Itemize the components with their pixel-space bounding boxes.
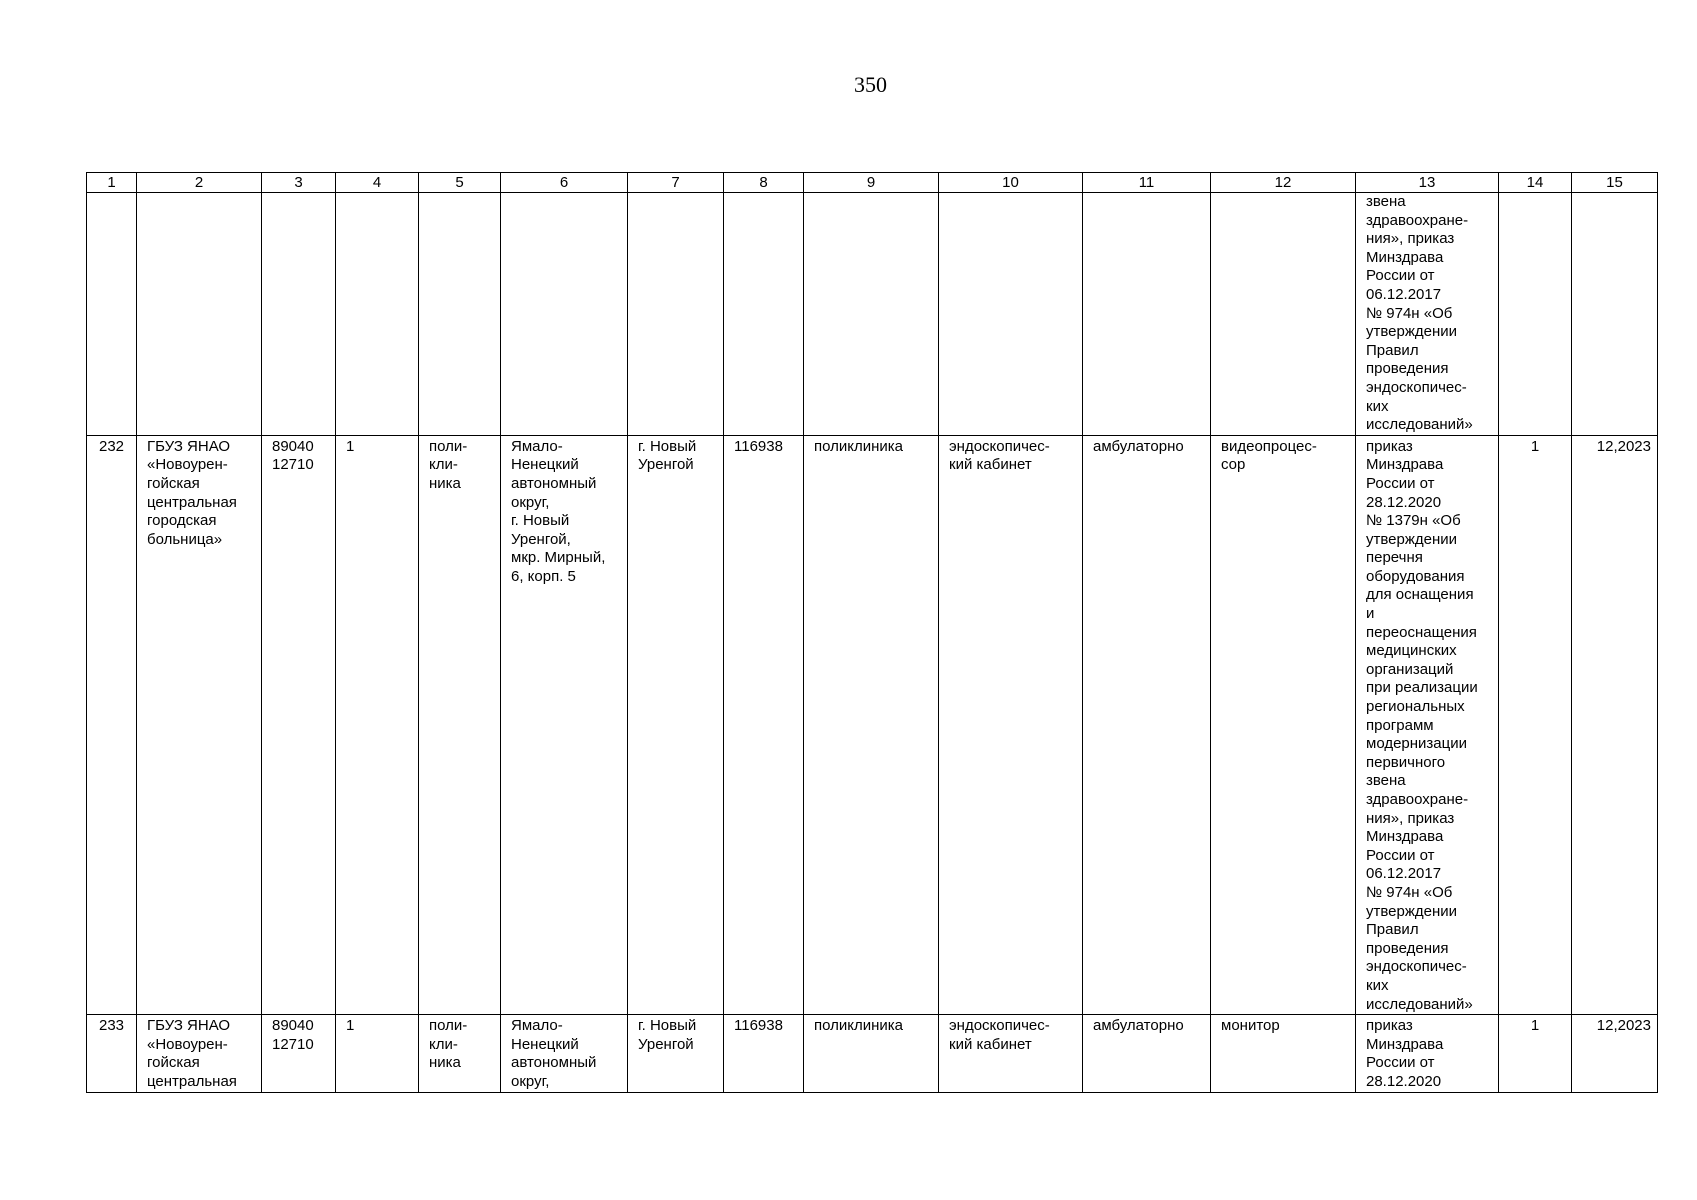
column-header: 1 (87, 173, 137, 193)
cell-line: России от (1366, 846, 1435, 864)
column-header: 11 (1083, 173, 1211, 193)
cell-line: 89040 (272, 437, 314, 455)
cell-city (628, 1015, 724, 1092)
cell-line: ГБУЗ ЯНАО (147, 437, 231, 455)
cell-line: эндоскопичес- (1366, 378, 1467, 396)
cell-line: первичного (1366, 753, 1446, 771)
cell-line: гойская (147, 474, 200, 492)
cell-line: Ямало- (511, 1017, 563, 1035)
cell-equipment (1211, 435, 1356, 1014)
cell-line: 12710 (272, 456, 314, 474)
cell-line: ния», приказ (1366, 809, 1455, 827)
cell-line: приказ (1366, 1017, 1413, 1035)
cell-line: г. Новый (638, 1017, 697, 1035)
cell-line: ких (1366, 976, 1389, 994)
cell-line: 06.12.2017 (1366, 285, 1442, 303)
cell-line: кий кабинет (949, 1035, 1032, 1053)
cell-line: Ямало- (511, 437, 563, 455)
cell-line: 6, корп. 5 (511, 567, 576, 585)
cell-line: звена (1366, 772, 1406, 790)
cell-col9: поликлиника (804, 1015, 939, 1092)
cell-line: при реализации (1366, 679, 1478, 697)
cell-line: эндоскопичес- (1366, 958, 1467, 976)
cell-basis (1356, 1015, 1499, 1092)
cell-line: перечня (1366, 549, 1423, 567)
cell-line: автономный (511, 1054, 597, 1072)
cell-line: монитор (1221, 1017, 1280, 1035)
cell-line: видеопроцес- (1221, 437, 1317, 455)
cell-line: автономный (511, 474, 597, 492)
cell-period: 12,2023 (1572, 435, 1658, 1014)
cell-line: утверждении (1366, 902, 1458, 920)
cell-col8: 116938 (724, 435, 804, 1014)
column-header: 12 (1211, 173, 1356, 193)
cell-line: России от (1366, 1054, 1435, 1072)
column-header: 9 (804, 173, 939, 193)
cell-line: ния», приказ (1366, 230, 1455, 248)
cell-basis (1356, 435, 1499, 1014)
cell-city (628, 435, 724, 1014)
cell-line: 89040 (272, 1017, 314, 1035)
cell-line: 28.12.2020 (1366, 1072, 1442, 1090)
cell-col8: 116938 (724, 1015, 804, 1092)
cell-line: Уренгой (638, 1035, 694, 1053)
cell-line: поли- (429, 1017, 468, 1035)
cell-line: Минздрава (1366, 456, 1444, 474)
cell-line: и (1366, 605, 1375, 623)
table-row (87, 435, 1658, 1014)
cell-unit (939, 435, 1083, 1014)
cell-line: оборудования (1366, 567, 1465, 585)
cell-line: «Новоурен- (147, 1035, 228, 1053)
data-table (86, 172, 1658, 1093)
cell-line: Правил (1366, 341, 1419, 359)
cell-line: утверждении (1366, 323, 1458, 341)
table-row-continuation (87, 193, 1658, 436)
cell-line: гойская (147, 1054, 200, 1072)
cell-period: 12,2023 (1572, 1015, 1658, 1092)
column-header: 14 (1499, 173, 1572, 193)
column-header: 2 (137, 173, 262, 193)
column-header: 8 (724, 173, 804, 193)
cell-number: 233 (87, 1015, 137, 1092)
column-header: 10 (939, 173, 1083, 193)
cell-line: исследований» (1366, 995, 1473, 1013)
cell-quantity: 1 (1499, 435, 1572, 1014)
cell-line: переоснащения (1366, 623, 1477, 641)
cell-line: Минздрава (1366, 1035, 1444, 1053)
cell-line: эндоскопичес- (949, 437, 1050, 455)
cell-line: медицинских (1366, 642, 1457, 660)
cell-code (262, 1015, 336, 1092)
cell-number: 232 (87, 435, 137, 1014)
cell-col11: амбулаторно (1083, 435, 1211, 1014)
column-header: 3 (262, 173, 336, 193)
column-header: 4 (336, 173, 419, 193)
cell-line: ника (429, 1054, 461, 1072)
cell-equipment (1211, 1015, 1356, 1092)
cell-line: кий кабинет (949, 456, 1032, 474)
cell-line: поли- (429, 437, 468, 455)
cell-line: № 974н «Об (1366, 883, 1453, 901)
cell-line: Правил (1366, 921, 1419, 939)
cell-line: Уренгой (638, 456, 694, 474)
cell-line: региональных (1366, 698, 1465, 716)
cell-line: приказ (1366, 437, 1413, 455)
column-header: 15 (1572, 173, 1658, 193)
cell-line: 28.12.2020 (1366, 493, 1442, 511)
column-header: 7 (628, 173, 724, 193)
cell-line: 06.12.2017 (1366, 865, 1442, 883)
cell-line: здравоохране- (1366, 211, 1469, 229)
cell-address (501, 1015, 628, 1092)
cell-line: для оснащения (1366, 586, 1474, 604)
column-header: 5 (419, 173, 501, 193)
cell-line: Минздрава (1366, 248, 1444, 266)
cell-line: округ, (511, 493, 550, 511)
cell-col11: амбулаторно (1083, 1015, 1211, 1092)
cell-unit (939, 1015, 1083, 1092)
cell-line: «Новоурен- (147, 456, 228, 474)
table-row (87, 1015, 1658, 1092)
cell-line: России от (1366, 474, 1435, 492)
cell-line: ких (1366, 397, 1389, 415)
cell-code (262, 435, 336, 1014)
cell-line: Ненецкий (511, 1035, 579, 1053)
cell-line: ГБУЗ ЯНАО (147, 1017, 231, 1035)
cell-line: проведения (1366, 360, 1449, 378)
cell-line: кли- (429, 1035, 458, 1053)
cell-line: г. Новый (511, 512, 570, 530)
cell-line: организаций (1366, 660, 1454, 678)
cell-address (501, 435, 628, 1014)
header-row (87, 173, 1658, 193)
cell-col4: 1 (336, 435, 419, 1014)
cell-line: здравоохране- (1366, 791, 1469, 808)
cell-quantity: 1 (1499, 1015, 1572, 1092)
cell-line: утверждении (1366, 530, 1458, 548)
cell-organization (137, 435, 262, 1014)
cell-line: звена (1366, 193, 1406, 210)
cell-line: программ (1366, 716, 1434, 734)
cell-line: городская (147, 512, 217, 530)
cell-type (419, 1015, 501, 1092)
cell-line: г. Новый (638, 437, 697, 455)
cell-line: центральная (147, 1072, 237, 1090)
cell-line: эндоскопичес- (949, 1017, 1050, 1035)
cell-line: мкр. Мирный, (511, 549, 606, 567)
cell-line: № 974н «Об (1366, 304, 1453, 322)
column-header: 6 (501, 173, 628, 193)
cell-line: Уренгой, (511, 530, 571, 548)
cell-line: ника (429, 474, 461, 492)
cell-line: 12710 (272, 1035, 314, 1053)
cell-line: проведения (1366, 939, 1449, 957)
column-header: 13 (1356, 173, 1499, 193)
cell-line: исследований» (1366, 416, 1473, 434)
cell-line: сор (1221, 456, 1246, 474)
cell-line: округ, (511, 1072, 550, 1090)
cell-line: № 1379н «Об (1366, 512, 1461, 530)
cell-col4: 1 (336, 1015, 419, 1092)
cell-type (419, 435, 501, 1014)
cell-line: больница» (147, 530, 223, 548)
cell-line: кли- (429, 456, 458, 474)
cell-basis (1356, 193, 1499, 436)
cell-line: модернизации (1366, 735, 1467, 753)
page-number: 350 (854, 72, 887, 97)
cell-line: России от (1366, 267, 1435, 285)
cell-col9: поликлиника (804, 435, 939, 1014)
cell-organization (137, 1015, 262, 1092)
cell-line: Ненецкий (511, 456, 579, 474)
cell-line: центральная (147, 493, 237, 511)
cell-line: Минздрава (1366, 828, 1444, 846)
